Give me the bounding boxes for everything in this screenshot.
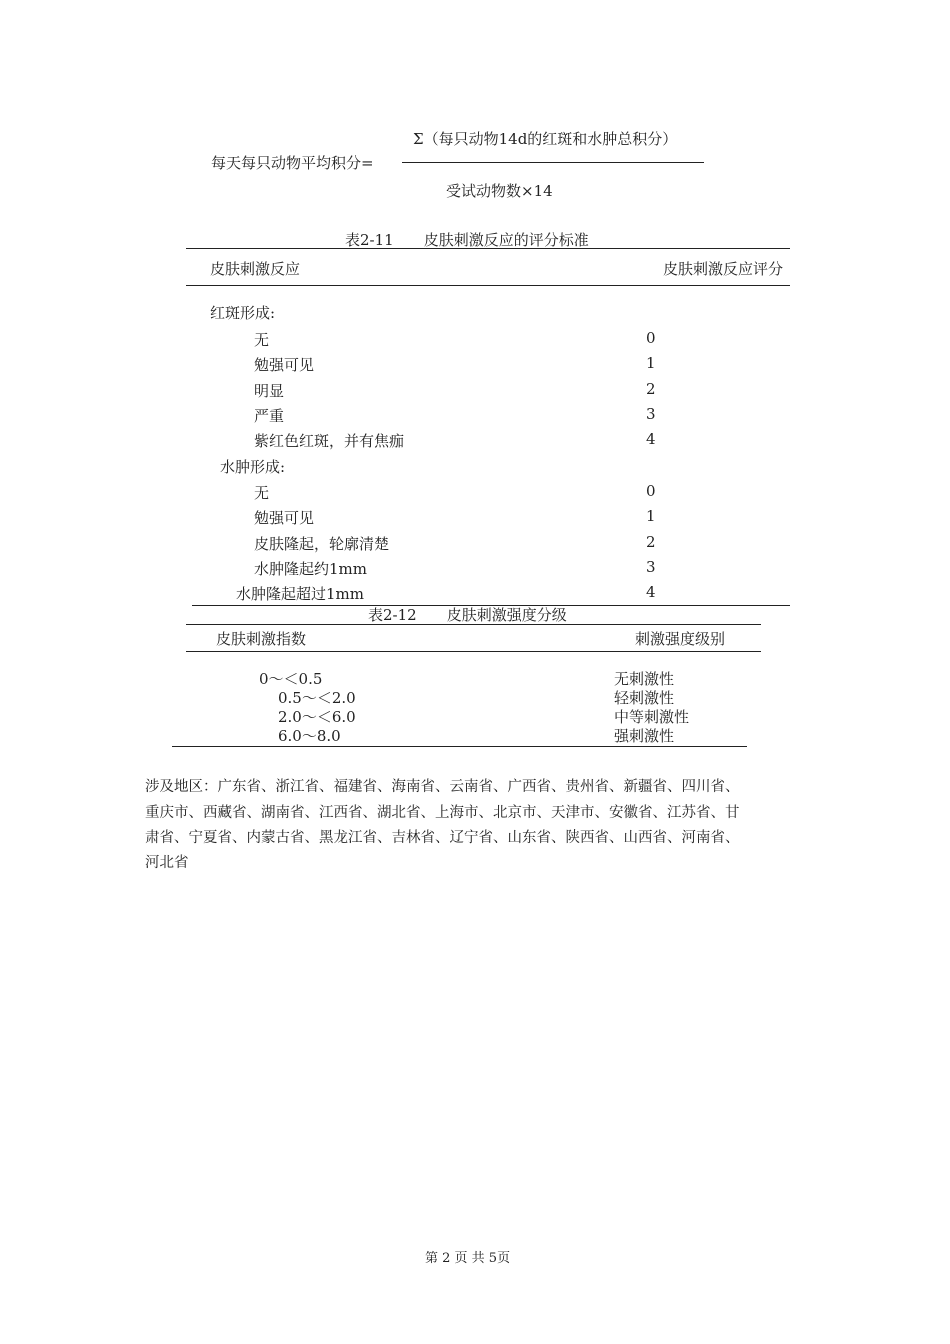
table-2-12-header-rule xyxy=(186,651,761,652)
erythema-row-score: 4 xyxy=(646,430,656,448)
table-2-12-header-right: 刺激强度级别 xyxy=(635,630,726,648)
edema-row-label: 水肿隆起超过1mm xyxy=(236,585,364,603)
page-number: 第 2 页 共 5页 xyxy=(425,1251,511,1266)
erythema-row-label: 严重 xyxy=(254,407,285,425)
irritation-level: 轻刺激性 xyxy=(614,689,675,707)
edema-row-score: 4 xyxy=(646,583,656,601)
formula-numerator: Σ（每只动物14d的红斑和水肿总积分） xyxy=(413,130,678,148)
formula-fraction-bar xyxy=(402,162,704,163)
table-2-12-caption: 表2-12 皮肤刺激强度分级 xyxy=(368,606,567,624)
erythema-row-score: 2 xyxy=(646,380,656,398)
regions-line: 肃省、宁夏省、内蒙古省、黑龙江省、吉林省、辽宁省、山东省、陕西省、山西省、河南省、 xyxy=(145,830,740,846)
irritation-level: 强刺激性 xyxy=(614,727,675,745)
edema-row-label: 无 xyxy=(254,484,270,502)
edema-row-label: 勉强可见 xyxy=(254,509,315,527)
table-2-12-bottom-rule xyxy=(172,746,747,747)
edema-row-score: 0 xyxy=(646,482,656,500)
regions-line: 河北省 xyxy=(145,855,189,871)
formula-denominator: 受试动物数×14 xyxy=(446,182,553,200)
regions-line: 重庆市、西藏省、湖南省、江西省、湖北省、上海市、北京市、天津市、安徽省、江苏省、甘 xyxy=(145,805,740,821)
erythema-row-label: 无 xyxy=(254,331,270,349)
irritation-level: 无刺激性 xyxy=(614,670,675,688)
table-2-12-header-left: 皮肤刺激指数 xyxy=(216,630,307,648)
irritation-index: 0～＜0.5 xyxy=(259,670,323,688)
erythema-row-label: 勉强可见 xyxy=(254,356,315,374)
irritation-index: 6.0～8.0 xyxy=(278,727,341,745)
edema-row-score: 1 xyxy=(646,507,656,525)
erythema-row-label: 明显 xyxy=(254,382,285,400)
table-2-11-header-left: 皮肤刺激反应 xyxy=(210,260,301,278)
erythema-row-score: 1 xyxy=(646,354,656,372)
irritation-index: 2.0～＜6.0 xyxy=(278,708,356,726)
edema-row-score: 2 xyxy=(646,533,656,551)
irritation-level: 中等刺激性 xyxy=(614,708,690,726)
irritation-index: 0.5～＜2.0 xyxy=(278,689,356,707)
erythema-row-score: 3 xyxy=(646,405,656,423)
table-2-11-header-right: 皮肤刺激反应评分 xyxy=(663,260,784,278)
table-2-11-caption: 表2-11 皮肤刺激反应的评分标准 xyxy=(345,231,589,249)
formula-lhs: 每天每只动物平均积分= xyxy=(211,154,374,172)
edema-row-label: 皮肤隆起，轮廓清楚 xyxy=(254,535,390,553)
edema-row-score: 3 xyxy=(646,558,656,576)
erythema-row-label: 紫红色红斑，并有焦痂 xyxy=(254,432,405,450)
table-2-12-top-rule xyxy=(186,624,761,625)
regions-line: 涉及地区：广东省、浙江省、福建省、海南省、云南省、广西省、贵州省、新疆省、四川省、 xyxy=(145,779,740,795)
edema-row-label: 水肿隆起约1mm xyxy=(254,560,367,578)
table-2-11-top-rule xyxy=(186,248,790,249)
edema-title: 水肿形成: xyxy=(220,458,286,476)
table-2-11-header-rule xyxy=(186,285,790,286)
erythema-title: 红斑形成: xyxy=(210,304,276,322)
erythema-row-score: 0 xyxy=(646,329,656,347)
